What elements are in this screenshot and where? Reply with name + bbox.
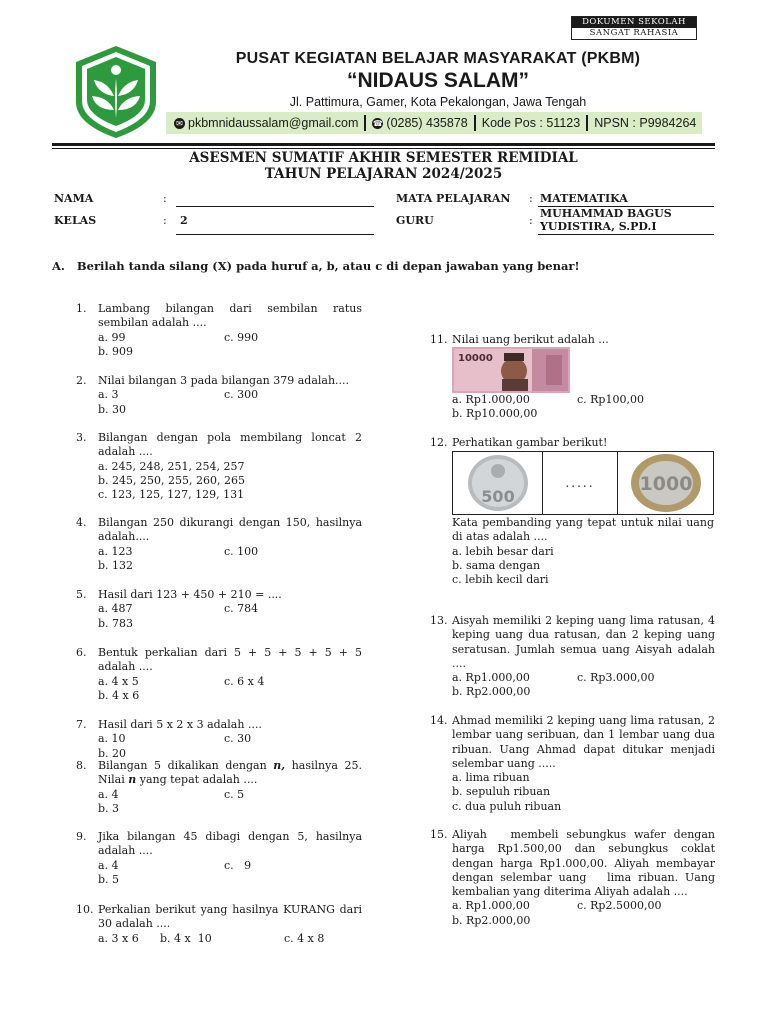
exam-title: ASESMEN SUMATIF AKHIR SEMESTER REMIDIAL — [189, 150, 578, 166]
question-10 — [76, 903, 362, 946]
option-c[interactable]: c. Rp100,00 — [577, 393, 644, 406]
exam-year: TAHUN PELAJARAN 2024/2025 — [264, 166, 503, 182]
option-a[interactable]: a. 4 — [98, 858, 119, 872]
question-3 — [76, 431, 362, 502]
question-number: 15. — [430, 828, 448, 841]
question-14 — [430, 714, 715, 814]
contact-postal: Kode Pos : 51123 — [481, 116, 581, 130]
question-4 — [76, 516, 362, 573]
question-13 — [430, 614, 715, 700]
question-stem: Bentuk perkalian dari 5 + 5 + 5 + 5 + 5 adalah .... — [98, 646, 362, 674]
section-instruction: A. Berilah tanda silang (X) pada huruf a, b, atau c di depan jawaban yang benar! — [52, 259, 580, 273]
guru-label: GURU — [396, 214, 434, 227]
option-a[interactable]: a. 10 — [98, 732, 126, 746]
nama-underline — [176, 206, 374, 207]
school-name: “NIDAUS SALAM” — [347, 69, 529, 92]
option-a[interactable]: a. 245, 248, 251, 254, 257 — [98, 459, 245, 473]
option-a[interactable]: a. Rp1.000,00 — [452, 671, 530, 685]
comparison-blank[interactable]: ..... — [543, 452, 618, 514]
header-rule-thin — [52, 148, 715, 149]
option-c[interactable]: c. 5 — [224, 787, 245, 801]
question-stem: Bilangan dengan pola membilang loncat 2 adalah .... — [98, 431, 362, 459]
contact-npsn: NPSN : P9984264 — [594, 116, 697, 130]
option-b[interactable]: b. 4 x 6 — [98, 688, 140, 702]
question-7 — [76, 718, 362, 761]
question-number: 7. — [76, 718, 87, 731]
guru-underline — [538, 234, 714, 235]
option-c[interactable]: c. 123, 125, 127, 129, 131 — [98, 488, 245, 502]
question-stem: Kata pembanding yang tepat untuk nilai uang di atas adalah .... — [452, 516, 714, 544]
question-number: 12. — [430, 436, 448, 449]
question-stem: Jika bilangan 45 dibagi dengan 5, hasilnya adalah .... — [98, 830, 362, 858]
kelas-label: KELAS — [54, 214, 97, 227]
option-c[interactable]: c. 784 — [224, 602, 259, 616]
option-c[interactable]: c. Rp3.000,00 — [577, 671, 655, 685]
contact-phone: (0285) 435878 — [386, 116, 468, 130]
phone-icon: ☎ — [372, 118, 383, 128]
option-c[interactable]: c. 9 — [224, 858, 252, 872]
option-b[interactable]: b. 5 — [98, 872, 120, 886]
question-stem: Hasil dari 123 + 450 + 210 = .... — [98, 588, 282, 601]
coin-1000-label: 1000 — [639, 473, 692, 495]
contact-bar — [166, 112, 702, 134]
contact-divider — [474, 115, 476, 131]
option-a[interactable]: a. 123 — [98, 544, 133, 558]
option-a[interactable]: a. 487 — [98, 602, 133, 616]
option-a[interactable]: a. 99 — [98, 330, 126, 344]
question-stem: Aliyah membeli sebungkus wafer dengan harga Rp1.500,00 dan sebungkus coklat dengan harga Rp1.000,00. Aliyah membayar dengan selembar uang lima ribuan. Uang kembalian yang diterima Aliyah adalah .... — [452, 828, 715, 899]
question-15 — [430, 828, 715, 928]
kelas-field[interactable]: 2 — [180, 214, 188, 227]
option-b[interactable]: b. 132 — [98, 558, 134, 572]
question-stem: Bilangan 5 dikalikan dengan n, hasilnya 25. Nilai n yang tepat adalah .... — [98, 759, 362, 787]
nama-label: NAMA — [54, 192, 94, 205]
question-8 — [76, 759, 362, 816]
question-number: 14. — [430, 714, 448, 727]
pkbm-logo — [70, 44, 162, 140]
question-number: 2. — [76, 374, 87, 387]
question-number: 10. — [76, 903, 94, 916]
confidential-badge — [571, 16, 697, 40]
question-stem: Lambang bilangan dari sembilan ratus sembilan adalah .... — [98, 302, 362, 330]
option-c[interactable]: c. lebih kecil dari — [452, 573, 549, 587]
question-stem: Bilangan 250 dikurangi dengan 150, hasilnya adalah.... — [98, 516, 362, 544]
school-address: Jl. Pattimura, Gamer, Kota Pekalongan, Jawa Tengah — [289, 95, 587, 109]
question-11 — [430, 333, 715, 347]
question-stem: Perkalian berikut yang hasilnya KURANG dari 30 adalah .... — [98, 903, 362, 931]
banknote-value: 10000 — [458, 353, 493, 364]
option-a[interactable]: a. Rp1.000,00 — [452, 393, 530, 406]
option-a[interactable]: a. Rp1.000,00 — [452, 899, 530, 913]
header-rule-thick — [52, 143, 715, 146]
option-a[interactable]: a. 4 — [98, 787, 119, 801]
question-stem: Ahmad memiliki 2 keping uang lima ratusan, 2 lembar uang seribuan, dan 1 lembar uang dua ribuan. Uang Ahmad dapat ditukar menjadi selembar uang ..... — [452, 714, 715, 770]
question-number: 8. — [76, 759, 87, 772]
option-c[interactable]: c. 30 — [224, 732, 252, 746]
option-a[interactable]: a. lima ribuan — [452, 771, 530, 785]
question-number: 13. — [430, 614, 448, 627]
question-12-body — [452, 516, 714, 587]
coin-500-cell — [453, 452, 543, 514]
question-stem: Nilai bilangan 3 pada bilangan 379 adalah.... — [98, 374, 350, 387]
option-b[interactable]: b. 4 x 10 — [160, 931, 212, 945]
option-a[interactable]: a. lebih besar dari — [452, 544, 554, 558]
mapel-label: MATA PELAJARAN — [396, 192, 511, 205]
option-c[interactable]: c. 990 — [224, 330, 259, 344]
question-number: 6. — [76, 646, 87, 659]
option-c[interactable]: c. 300 — [224, 388, 259, 402]
option-a[interactable]: a. 4 x 5 — [98, 674, 139, 688]
guru-value — [540, 207, 672, 233]
question-stem: Nilai uang berikut adalah ... — [452, 333, 609, 346]
question-stem: Perhatikan gambar berikut! — [452, 436, 608, 449]
contact-email: pkbmnidaussalam@gmail.com — [188, 116, 359, 130]
question-number: 4. — [76, 516, 87, 529]
coin-1000-cell — [618, 452, 713, 514]
question-2 — [76, 374, 362, 417]
option-b[interactable]: b. 909 — [98, 344, 134, 358]
question-stem: Hasil dari 5 x 2 x 3 adalah .... — [98, 718, 262, 731]
option-c[interactable]: c. 100 — [224, 544, 259, 558]
badge-line-1: DOKUMEN SEKOLAH — [572, 17, 696, 28]
option-b[interactable]: b. Rp2.000,00 — [452, 685, 531, 699]
option-b[interactable]: b. 30 — [98, 402, 127, 416]
org-name: PUSAT KEGIATAN BELAJAR MASYARAKAT (PKBM) — [235, 50, 641, 67]
question-5 — [76, 588, 362, 631]
kelas-underline — [176, 234, 374, 235]
question-number: 11. — [430, 333, 448, 346]
contact-divider — [364, 115, 366, 131]
option-a[interactable]: a. 3 x 6 — [98, 931, 139, 945]
guru-value-line-1: MUHAMMAD BAGUS — [540, 207, 672, 220]
option-b[interactable]: b. Rp2.000,00 — [452, 913, 531, 927]
option-b[interactable]: b. 245, 250, 255, 260, 265 — [98, 473, 245, 487]
kelas-colon: : — [163, 214, 167, 227]
mapel-value: MATEMATIKA — [540, 192, 628, 205]
question-number: 1. — [76, 302, 87, 315]
option-b[interactable]: b. Rp10.000,00 — [452, 407, 538, 421]
option-a[interactable]: a. 3 — [98, 388, 119, 402]
option-b[interactable]: b. 3 — [98, 801, 120, 815]
email-icon: ✉ — [174, 118, 185, 129]
contact-divider — [586, 115, 588, 131]
option-b[interactable]: b. 20 — [98, 746, 127, 760]
option-c[interactable]: c. 4 x 8 — [284, 931, 325, 945]
option-b[interactable]: b. sama dengan — [452, 558, 541, 572]
question-number: 5. — [76, 588, 87, 601]
question-6 — [76, 646, 362, 703]
guru-value-line-2: YUDISTIRA, S.PD.I — [540, 220, 657, 233]
coin-comparison-table — [452, 451, 714, 515]
question-12 — [430, 436, 715, 450]
option-b[interactable]: b. sepuluh ribuan — [452, 785, 551, 799]
option-c[interactable]: c. Rp2.5000,00 — [577, 899, 662, 913]
coin-500-label: 500 — [480, 487, 515, 506]
question-11-options — [452, 393, 712, 422]
question-1 — [76, 302, 362, 359]
question-9 — [76, 830, 362, 887]
option-c[interactable]: c. dua puluh ribuan — [452, 799, 562, 813]
option-c[interactable]: c. 6 x 4 — [224, 674, 265, 688]
option-b[interactable]: b. 783 — [98, 616, 134, 630]
guru-colon: : — [529, 214, 533, 227]
question-stem: Aisyah memiliki 2 keping uang lima ratusan, 4 keping uang dua ratusan, dan 2 keping uang seratusan. Jumlah semua uang Aisyah adalah .... — [452, 614, 715, 670]
question-number: 9. — [76, 830, 87, 843]
banknote-image — [452, 347, 570, 393]
nama-colon: : — [163, 192, 167, 205]
mapel-colon: : — [529, 192, 533, 205]
question-number: 3. — [76, 431, 87, 444]
badge-line-2: SANGAT RAHASIA — [572, 28, 696, 39]
